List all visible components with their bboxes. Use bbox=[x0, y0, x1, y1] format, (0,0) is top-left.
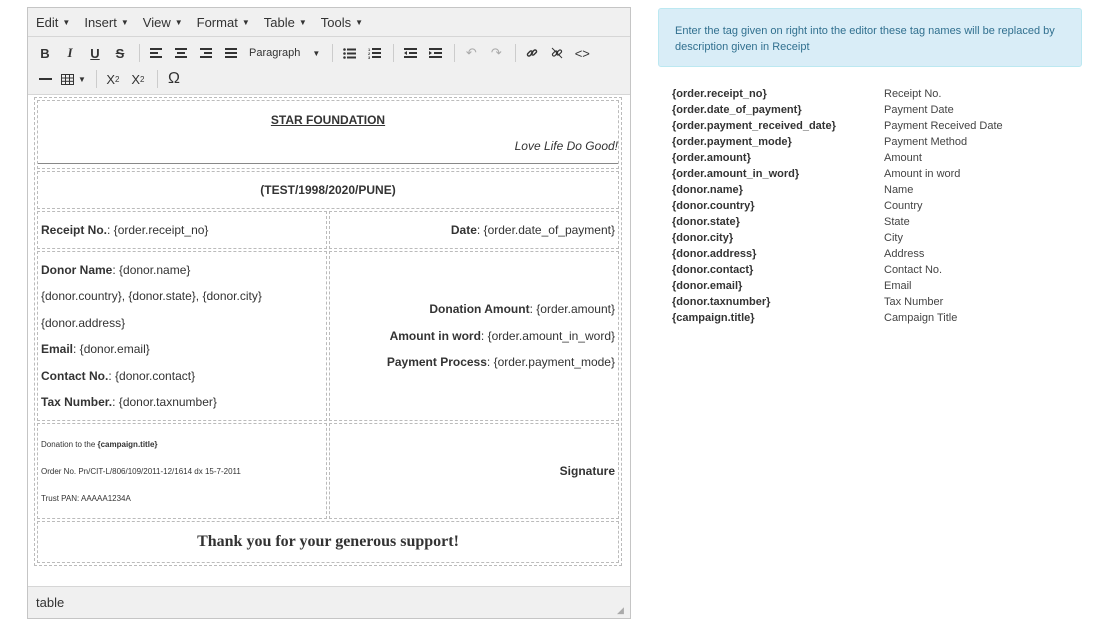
tag-row bbox=[672, 182, 1003, 198]
date-cell[interactable] bbox=[329, 211, 619, 249]
tag-key: {donor.state} bbox=[672, 216, 740, 228]
tag-row bbox=[672, 294, 1003, 310]
rich-text-editor bbox=[27, 7, 631, 619]
table-row bbox=[37, 100, 619, 169]
tag-description: Amount in word bbox=[884, 168, 961, 180]
caret-down-icon: ▼ bbox=[62, 17, 71, 27]
outdent-icon[interactable] bbox=[399, 42, 421, 64]
tag-description: Receipt No. bbox=[884, 88, 942, 100]
format-select[interactable] bbox=[245, 47, 324, 59]
menu-insert-label: Insert bbox=[84, 14, 117, 30]
tax-number-label: Tax Number. bbox=[41, 395, 113, 409]
table-icon bbox=[61, 74, 74, 85]
table-row bbox=[37, 171, 619, 209]
tag-description: Campaign Title bbox=[884, 312, 958, 324]
toolbar-separator bbox=[157, 70, 158, 88]
svg-text:1: 1 bbox=[367, 47, 371, 52]
date-label: Date bbox=[450, 223, 477, 237]
table-row bbox=[37, 251, 619, 421]
donation-amount-value: : {order.amount} bbox=[529, 302, 615, 317]
amount-in-word-value: : {order.amount_in_word} bbox=[480, 328, 615, 343]
signature-label: Signature bbox=[559, 464, 615, 478]
donor-address: {donor.address} bbox=[41, 315, 126, 330]
tag-row bbox=[672, 134, 1003, 150]
tax-number-value: : {donor.taxnumber} bbox=[112, 395, 217, 409]
bullet-list-icon[interactable] bbox=[338, 42, 360, 64]
menu-edit-label: Edit bbox=[36, 14, 59, 30]
tag-description: State bbox=[884, 216, 910, 228]
undo-icon[interactable]: ↶ bbox=[465, 45, 477, 60]
signature-cell[interactable] bbox=[329, 423, 619, 519]
thank-you-message[interactable]: Thank you for your generous support! bbox=[37, 521, 619, 563]
tag-key: {order.payment_received_date} bbox=[672, 120, 836, 132]
tag-description: Address bbox=[884, 248, 925, 260]
menu-insert[interactable] bbox=[84, 15, 128, 30]
trust-pan: Trust PAN: AAAAA1234A bbox=[41, 493, 131, 503]
menu-view-label: View bbox=[142, 14, 171, 30]
editor-statusbar bbox=[28, 586, 630, 618]
align-left-icon[interactable] bbox=[145, 42, 167, 64]
superscript-icon[interactable]: X 2 bbox=[131, 71, 145, 87]
toolbar-separator bbox=[515, 44, 516, 62]
email-label: Email bbox=[41, 342, 74, 356]
tag-key: {order.receipt_no} bbox=[672, 88, 767, 100]
numbered-list-icon[interactable] bbox=[363, 42, 385, 64]
toolbar-separator bbox=[332, 44, 333, 62]
table-row bbox=[37, 211, 619, 249]
tag-row bbox=[672, 166, 1003, 182]
link-icon[interactable] bbox=[521, 42, 543, 64]
svg-text:3: 3 bbox=[367, 55, 371, 59]
menu-tools[interactable] bbox=[321, 15, 363, 30]
tag-row bbox=[672, 150, 1003, 166]
underline-icon[interactable]: U bbox=[90, 45, 100, 61]
menu-tools-label: Tools bbox=[320, 14, 352, 30]
caret-down-icon: ▼ bbox=[355, 17, 364, 27]
tag-description: Country bbox=[884, 200, 923, 212]
tag-key: {campaign.title} bbox=[672, 312, 755, 324]
donation-to-tag: {campaign.title} bbox=[97, 439, 158, 449]
receipt-table[interactable] bbox=[34, 97, 622, 566]
subscript-icon[interactable]: X 2 bbox=[106, 71, 120, 87]
caret-down-icon: ▼ bbox=[120, 17, 129, 27]
tag-key: {order.amount} bbox=[672, 152, 751, 164]
info-alert: Enter the tag given on right into the editor these tag names will be replaced by description given in Receipt bbox=[658, 8, 1082, 67]
unlink-icon[interactable] bbox=[546, 42, 568, 64]
tag-row bbox=[672, 118, 1003, 134]
format-select-label: Paragraph bbox=[249, 47, 301, 59]
menu-edit[interactable] bbox=[36, 15, 70, 30]
resize-handle-icon[interactable]: ◢ bbox=[617, 605, 624, 615]
tag-description: Amount bbox=[884, 152, 922, 164]
tag-key: {donor.email} bbox=[672, 280, 743, 292]
tag-key: {order.payment_mode} bbox=[672, 136, 792, 148]
tag-description: Name bbox=[884, 184, 914, 196]
header-cell[interactable] bbox=[37, 100, 619, 169]
org-motto: Love Life Do Good! bbox=[514, 139, 618, 153]
toolbar-separator bbox=[454, 44, 455, 62]
menu-format-label: Format bbox=[196, 14, 238, 30]
tag-list bbox=[672, 86, 1003, 326]
menu-table-label: Table bbox=[263, 14, 295, 30]
tag-description: Payment Date bbox=[884, 104, 954, 116]
table-row bbox=[37, 521, 619, 563]
bold-icon[interactable]: B bbox=[40, 45, 50, 61]
menu-table[interactable] bbox=[264, 15, 307, 30]
align-right-icon[interactable] bbox=[195, 42, 217, 64]
receipt-no-value: : {order.receipt_no} bbox=[107, 223, 209, 237]
payment-process-value: : {order.payment_mode} bbox=[486, 355, 615, 370]
tag-row bbox=[672, 246, 1003, 262]
org-name: STAR FOUNDATION bbox=[270, 113, 386, 127]
tag-key: {donor.address} bbox=[672, 248, 757, 260]
table-row bbox=[37, 423, 619, 519]
tag-key: {order.amount_in_word} bbox=[672, 168, 800, 180]
date-value: : {order.date_of_payment} bbox=[476, 223, 615, 237]
contact-value: : {donor.contact} bbox=[108, 368, 196, 383]
tag-description: Tax Number bbox=[884, 296, 944, 308]
tag-key: {donor.taxnumber} bbox=[672, 296, 771, 308]
donation-amount-label: Donation Amount bbox=[429, 302, 530, 317]
menu-format[interactable] bbox=[197, 15, 250, 30]
tag-row bbox=[672, 214, 1003, 230]
contact-label: Contact No. bbox=[41, 368, 109, 383]
toolbar-separator bbox=[96, 70, 97, 88]
tag-row bbox=[672, 198, 1003, 214]
tag-key: {donor.city} bbox=[672, 232, 734, 244]
divider bbox=[38, 163, 618, 164]
redo-icon[interactable]: ↷ bbox=[490, 45, 502, 60]
special-character-icon[interactable]: Ω bbox=[167, 70, 180, 87]
tag-row bbox=[672, 310, 1003, 326]
caret-down-icon: ▼ bbox=[174, 17, 183, 27]
receipt-no-cell[interactable] bbox=[37, 211, 327, 249]
tag-description: Contact No. bbox=[884, 264, 943, 276]
indent-icon[interactable] bbox=[424, 42, 446, 64]
strikethrough-icon[interactable]: S bbox=[115, 45, 125, 61]
tag-key: {order.date_of_payment} bbox=[672, 104, 802, 116]
tag-description: City bbox=[884, 232, 903, 244]
caret-down-icon: ▼ bbox=[312, 48, 321, 58]
tag-row bbox=[672, 262, 1003, 278]
caret-down-icon: ▼ bbox=[241, 17, 250, 27]
align-justify-icon[interactable] bbox=[220, 42, 242, 64]
editor-menubar bbox=[28, 8, 630, 37]
table-menu-button[interactable] bbox=[59, 74, 88, 85]
tag-description: Email bbox=[884, 280, 912, 292]
donor-details-cell[interactable] bbox=[37, 251, 327, 421]
tag-key: {donor.country} bbox=[672, 200, 755, 212]
horizontal-rule-icon[interactable] bbox=[34, 68, 56, 90]
editor-toolbar bbox=[28, 37, 630, 95]
amount-details-cell[interactable] bbox=[329, 251, 619, 421]
tag-row bbox=[672, 102, 1003, 118]
caret-down-icon: ▼ bbox=[78, 74, 86, 84]
tag-description: Payment Method bbox=[884, 136, 968, 148]
receipt-no-label: Receipt No. bbox=[41, 223, 108, 237]
tag-row bbox=[672, 278, 1003, 294]
donor-location: {donor.country}, {donor.state}, {donor.city} bbox=[41, 289, 262, 303]
registration-number[interactable]: (TEST/1998/2020/PUNE) bbox=[37, 171, 619, 209]
tag-key: {donor.name} bbox=[672, 184, 743, 196]
menu-view[interactable] bbox=[143, 15, 183, 30]
element-path[interactable]: table bbox=[36, 595, 65, 610]
donor-name-label: Donor Name bbox=[41, 262, 113, 277]
tag-description: Payment Received Date bbox=[884, 120, 1003, 132]
source-code-icon[interactable]: <> bbox=[574, 45, 590, 61]
align-center-icon[interactable] bbox=[170, 42, 192, 64]
donor-name-value: : {donor.name} bbox=[112, 262, 191, 277]
tag-row bbox=[672, 230, 1003, 246]
order-number: Order No. Pn/CIT-L/806/109/2011-12/1614 dx 15-7-2011 bbox=[41, 466, 241, 476]
svg-text:2: 2 bbox=[367, 51, 371, 56]
toolbar-separator bbox=[393, 44, 394, 62]
caret-down-icon: ▼ bbox=[298, 17, 307, 27]
payment-process-label: Payment Process bbox=[386, 355, 487, 370]
italic-icon[interactable]: I bbox=[67, 45, 73, 60]
tag-row bbox=[672, 86, 1003, 102]
email-value: : {donor.email} bbox=[73, 342, 150, 356]
editor-content[interactable] bbox=[34, 97, 624, 577]
tag-key: {donor.contact} bbox=[672, 264, 754, 276]
amount-in-word-label: Amount in word bbox=[389, 328, 481, 343]
donation-to-prefix: Donation to the bbox=[41, 439, 98, 449]
toolbar-separator bbox=[139, 44, 140, 62]
trust-info-cell[interactable] bbox=[37, 423, 327, 519]
